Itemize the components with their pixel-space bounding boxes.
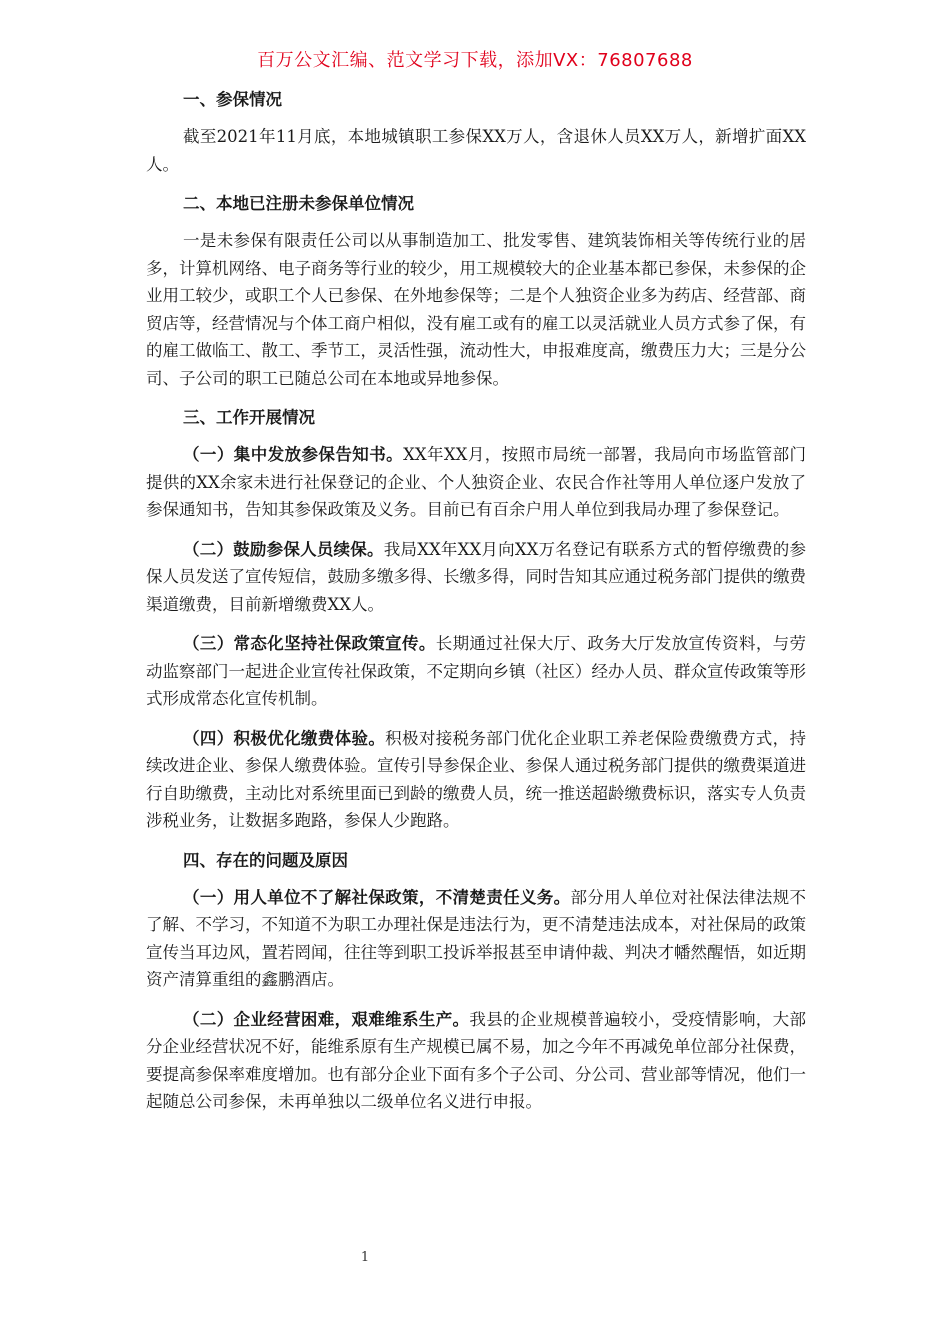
paragraph (146, 884, 806, 994)
paragraph-text: 长期通过社保大厅、政务大厅发放宣传资料，与劳动监察部门一起进企业宣传社保政策，不定期向乡镇（社区）经办人员、群众宣传政策等形式形成常态化宣传机制。 (146, 634, 807, 708)
section-heading-1: 一、参保情况 (183, 90, 282, 109)
paragraph (146, 536, 806, 619)
paragraph-lead: （四）积极优化缴费体验。 (183, 728, 386, 748)
paragraph-text: 我县的企业规模普遍较小，受疫情影响，大部分企业经营状况不好，能维系原有生产规模已属不易，加之今年不再减免单位部分社保费，要提高参保率难度增加。也有部分企业下面有多个子公司、分公司、营业部等情况，他们一起随总公司参保，未再单独以二级单位名义进行申报。 (146, 1009, 807, 1111)
paragraph-text: 部分用人单位对社保法律法规不了解、不学习，不知道不为职工办理社保是违法行为，更不清楚违法成本，对社保局的政策宣传当耳边风，置若罔闻，往往等到职工投诉举报甚至申请仲裁、判决才幡然醒悟，如近期资产清算重组的鑫鹏酒店。 (146, 887, 807, 989)
paragraph-lead: （二）鼓励参保人员续保。 (183, 539, 384, 559)
paragraph (146, 441, 806, 524)
paragraph-text: 我局XX年XX月向XX万名登记有联系方式的暂停缴费的参保人员发送了宣传短信，鼓励多缴多得、长缴多得，同时告知其应通过税务部门提供的缴费渠道缴费，目前新增缴费XX人。 (146, 539, 806, 614)
paragraph (146, 725, 806, 835)
paragraph-lead: （一）集中发放参保告知书。 (183, 445, 404, 464)
paragraph (146, 1006, 806, 1116)
paragraph-text: XX年XX月，按照市局统一部署，我局向市场监管部门提供的XX余家未进行社保登记的企业、个人独资企业、农民合作社等用人单位逐户发放了参保通知书，告知其参保政策及义务。目前已有百余户用人单位到我局办理了参保登记。 (146, 445, 806, 519)
paragraph-lead: （三）常态化坚持社保政策宣传。 (183, 634, 436, 653)
paragraph-lead: （一）用人单位不了解社保政策，不清楚责任义务。 (183, 887, 571, 907)
paragraph: 一是未参保有限责任公司以从事制造加工、批发零售、建筑装饰相关等传统行业的居多，计算机网络、电子商务等行业的较少，用工规模较大的企业基本都已参保，未参保的企业用工较少，或职工个人已参保、在外地参保等；二是个人独资企业多为药店、经营部、商贸店等，经营情况与个体工商户相似，没有雇工或有的雇工以灵活就业人员方式参了保，有的雇工做临工、散工、季节工，灵活性强，流动性大，申报难度高，缴费压力大；三是分公司、子公司的职工已随总公司在本地或异地参保。 (146, 231, 806, 388)
section-heading-2: 二、本地已注册未参保单位情况 (183, 194, 414, 213)
document-body (146, 86, 806, 1128)
paragraph-text: 积极对接税务部门优化企业职工养老保险费缴费方式，持续改进企业、参保人缴费体验。宣传引导参保企业、参保人通过税务部门提供的缴费渠道进行自助缴费，主动比对系统里面已到龄的缴费人员，统一推送超龄缴费标识，落实专人负责涉税业务，让数据多跑路，参保人少跑路。 (146, 728, 807, 830)
page-number: 1 (360, 1250, 370, 1265)
section-heading-4: 四、存在的问题及原因 (183, 850, 348, 870)
watermark-banner: 百万公文汇编、范文学习下载，添加VX：76807688 (257, 50, 693, 71)
paragraph (146, 630, 806, 713)
section-heading-3: 三、工作开展情况 (183, 408, 315, 427)
paragraph: 截至2021年11月底，本地城镇职工参保XX万人，含退休人员XX万人，新增扩面XX人。 (146, 127, 806, 174)
paragraph-lead: （二）企业经营困难，艰难维系生产。 (183, 1009, 470, 1029)
